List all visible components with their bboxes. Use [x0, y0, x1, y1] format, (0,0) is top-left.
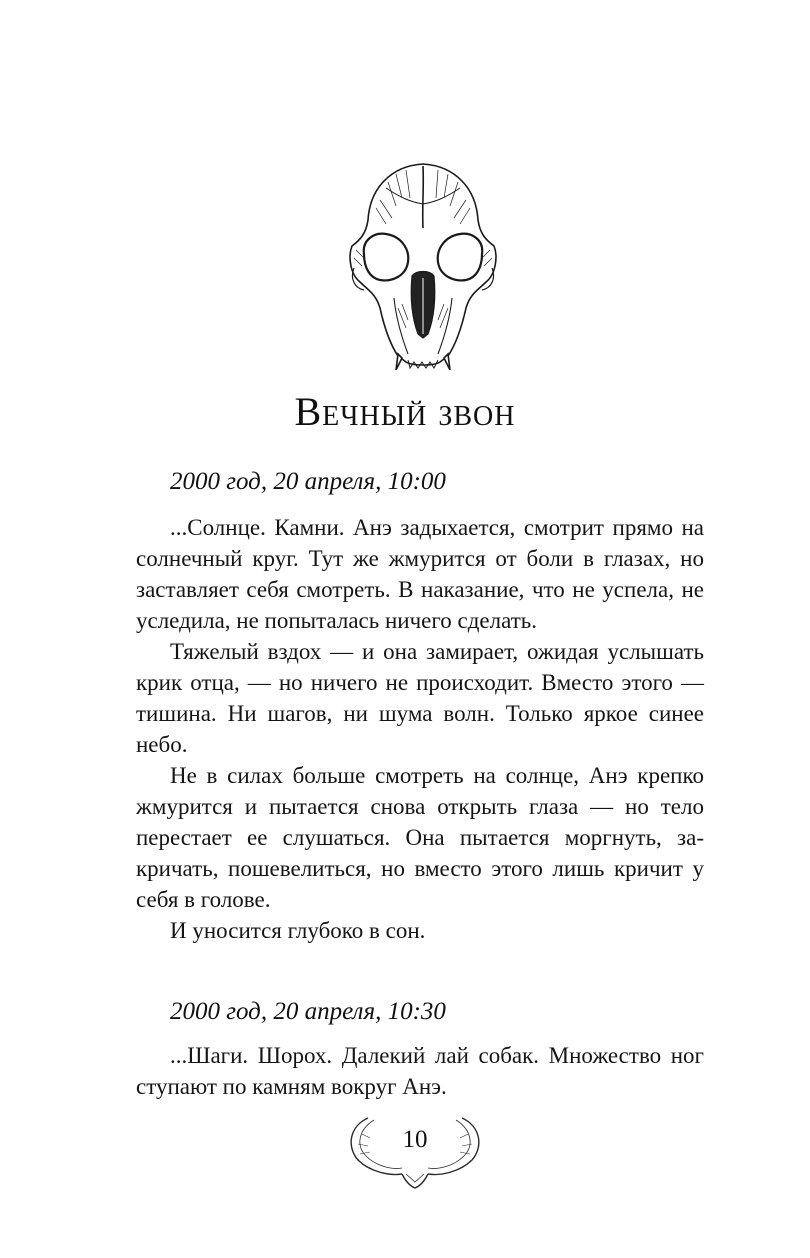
page-number: 10	[402, 1126, 428, 1153]
section-2-body	[136, 1040, 704, 1102]
cat-skull-illustration	[346, 158, 500, 370]
paragraph: ...Шаги. Шорох. Далекий лай собак. Множество ног ступают по камням вокруг Анэ.	[136, 1043, 704, 1099]
page-footer	[340, 1112, 490, 1192]
chapter-title: Вечный звон	[294, 389, 516, 434]
paragraph: Не в силах больше смотреть на солнце, Анэ крепко жмурится и пытается снова открыть глаза — но тело перестает ее слушаться. Она пытается моргнуть, закричать, пошевелиться, но вместо этого лишь кричит у себя в голове.	[136, 763, 704, 912]
section-1-dateline: 2000 год, 20 апреля, 10:00	[170, 468, 446, 495]
paragraph: ...Солнце. Камни. Анэ задыхается, смотрит прямо на солнечный круг. Тут же жмурится от боли в глазах, но заставляет себя смотреть. В наказание, что не успела, не уследила, не попыталась ничего сделать.	[136, 515, 704, 633]
section-2-dateline: 2000 год, 20 апреля, 10:30	[170, 998, 446, 1025]
paragraph: Тяжелый вздох — и она замирает, ожидая услышать крик отца, — но ничего не происходит. Вместо этого — тишина. Ни шагов, ни шума волн. Только яркое синее небо.	[136, 639, 704, 757]
section-1-body	[136, 512, 704, 946]
paragraph: И уносится глубоко в сон.	[170, 918, 426, 943]
